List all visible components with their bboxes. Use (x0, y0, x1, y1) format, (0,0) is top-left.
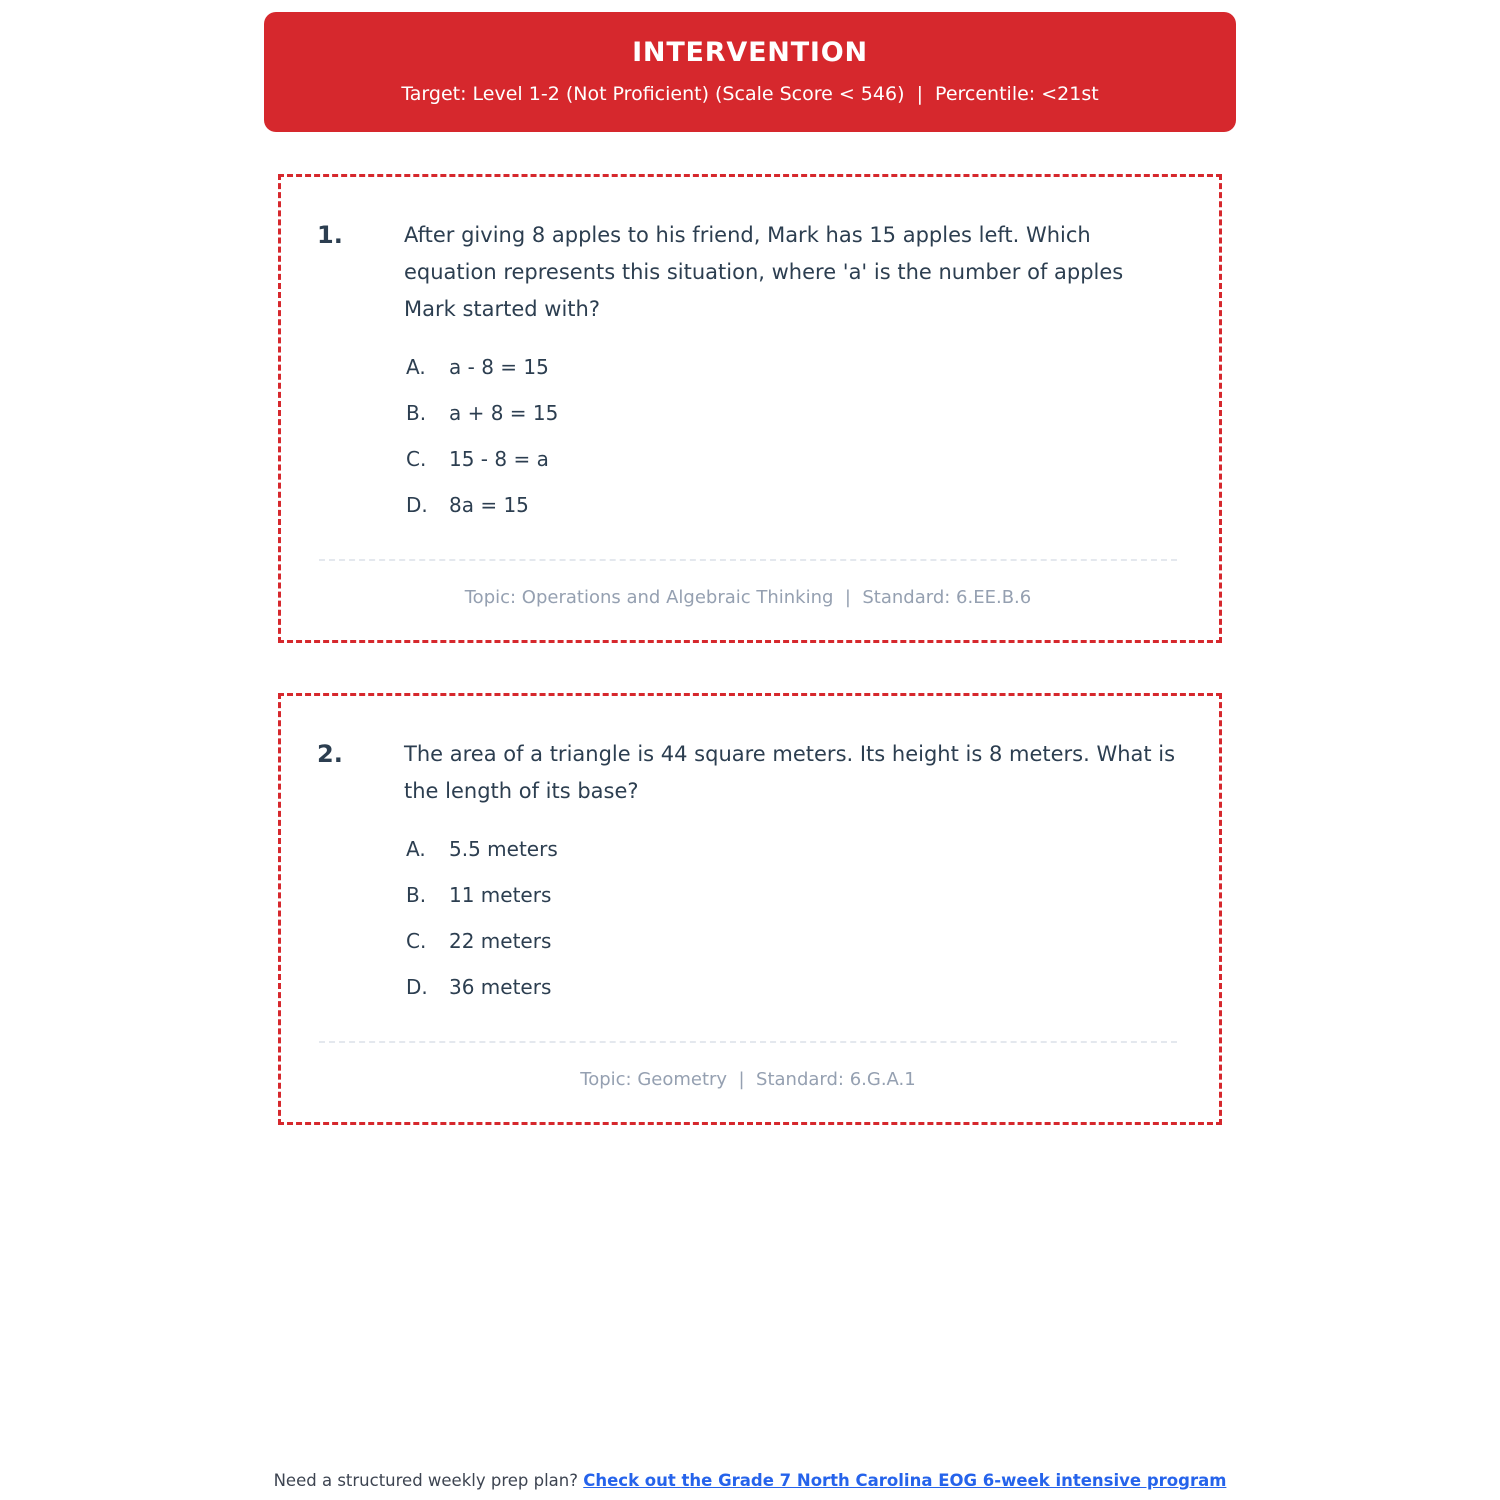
option-letter: D. (406, 975, 428, 999)
option-a (406, 354, 1179, 381)
question-2-number: 2. (317, 740, 343, 768)
banner-subtitle: Target: Level 1-2 (Not Proficient) (Scale Score < 546) | Percentile: <21st (401, 83, 1099, 105)
option-text: 22 meters (449, 929, 552, 953)
option-text: a - 8 = 15 (449, 355, 549, 379)
intervention-banner (264, 12, 1236, 132)
question-1-number: 1. (317, 221, 343, 249)
option-text: a + 8 = 15 (449, 401, 559, 425)
question-card-2 (278, 693, 1222, 1125)
option-a (406, 836, 1179, 863)
option-text: 11 meters (449, 883, 552, 907)
banner-title: INTERVENTION (632, 37, 868, 68)
option-d (406, 492, 1179, 519)
question-2-options (406, 836, 1179, 1001)
footer (0, 1471, 1500, 1490)
option-letter: A. (406, 355, 426, 379)
option-letter: B. (406, 883, 427, 907)
question-1-text: After giving 8 apples to his friend, Mark has 15 apples left. Which equation represents this situation, where 'a' is the number of apples Mark started with? (404, 223, 1124, 321)
option-letter: C. (406, 929, 427, 953)
option-letter: A. (406, 837, 426, 861)
option-c (406, 446, 1179, 473)
option-letter: B. (406, 401, 427, 425)
question-1-divider (319, 559, 1177, 561)
option-c (406, 928, 1179, 955)
option-text: 8a = 15 (449, 493, 529, 517)
question-2-meta: Topic: Geometry | Standard: 6.G.A.1 (580, 1069, 916, 1090)
question-2-divider (319, 1041, 1177, 1043)
footer-prompt: Need a structured weekly prep plan? (273, 1471, 584, 1490)
program-link[interactable]: Check out the Grade 7 North Carolina EOG 6-week intensive program (583, 1471, 1227, 1490)
question-1-options (406, 354, 1179, 519)
option-b (406, 400, 1179, 427)
option-letter: D. (406, 493, 428, 517)
question-1-meta: Topic: Operations and Algebraic Thinking | Standard: 6.EE.B.6 (464, 587, 1032, 608)
question-1 (317, 217, 1179, 328)
question-card-1 (278, 174, 1222, 643)
option-text: 5.5 meters (449, 837, 558, 861)
option-b (406, 882, 1179, 909)
question-2 (317, 736, 1179, 810)
option-d (406, 974, 1179, 1001)
option-text: 36 meters (449, 975, 552, 999)
option-text: 15 - 8 = a (449, 447, 549, 471)
question-2-text: The area of a triangle is 44 square meters. Its height is 8 meters. What is the length of its base? (404, 742, 1176, 803)
option-letter: C. (406, 447, 427, 471)
